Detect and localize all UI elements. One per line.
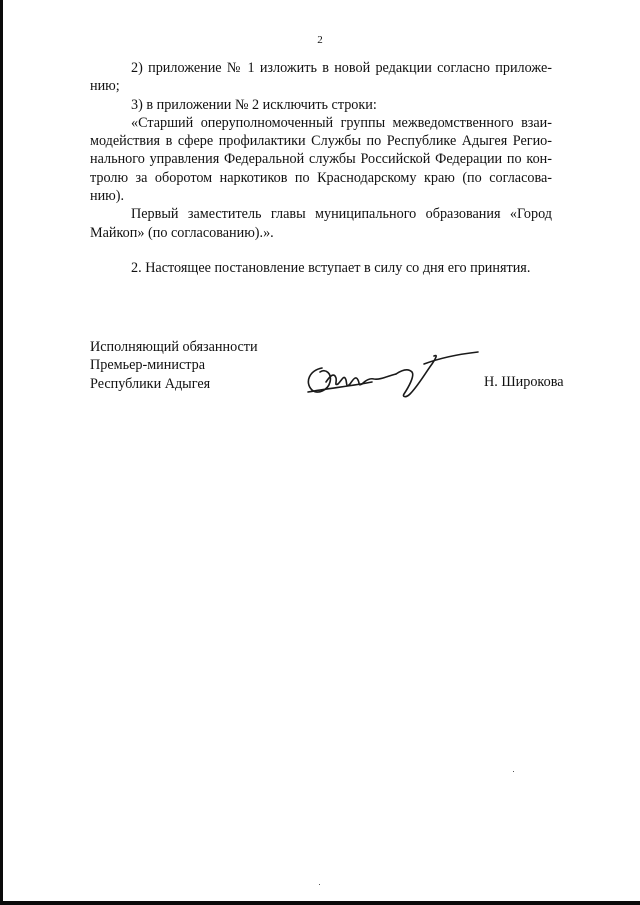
- paragraph-2-line-1: 3) в приложении № 2 исключить строки:: [131, 96, 377, 113]
- signature-title-block: [90, 338, 258, 393]
- signature-title-line-2: Премьер-министра: [90, 357, 206, 374]
- handwritten-signature: [300, 342, 480, 402]
- paragraph-3-line-3: нального управления Федеральной службы Российской Федерации по кон-: [90, 151, 552, 168]
- paragraph-3-line-1: «Старший оперуполномоченный группы межведомственного взаи-: [131, 114, 552, 131]
- paragraph-1-line-1: 2) приложение № 1 изложить в новой редакции согласно приложе-: [131, 60, 552, 76]
- paragraph-3-line-4: тролю за оборотом наркотиков по Краснодарскому краю (по согласова-: [90, 169, 552, 186]
- scan-speck: [513, 771, 514, 772]
- page-number: 2: [317, 34, 323, 46]
- paragraph-3-line-5: нию).: [90, 188, 125, 205]
- paragraph-1-line-2: нию;: [90, 78, 120, 95]
- paragraph-5-line-1: 2. Настоящее постановление вступает в силу со дня его принятия.: [131, 259, 531, 276]
- document-body: [90, 59, 552, 277]
- scan-speck: [319, 884, 320, 885]
- paragraph-4-line-1: Первый заместитель главы муниципального образования «Город: [131, 206, 552, 223]
- paragraph-3-line-2: модействия в сфере профилактики Службы по Республике Адыгея Регио-: [90, 133, 552, 150]
- paragraph-4-line-2: Майкоп» (по согласованию).».: [90, 224, 274, 241]
- signature-title-line-3: Республики Адыгея: [90, 375, 211, 392]
- signer-name: Н. Широкова: [484, 374, 564, 390]
- signature-title-line-1: Исполняющий обязанности: [90, 339, 258, 355]
- scan-border-bottom: [0, 901, 640, 905]
- scan-border-left: [0, 0, 3, 905]
